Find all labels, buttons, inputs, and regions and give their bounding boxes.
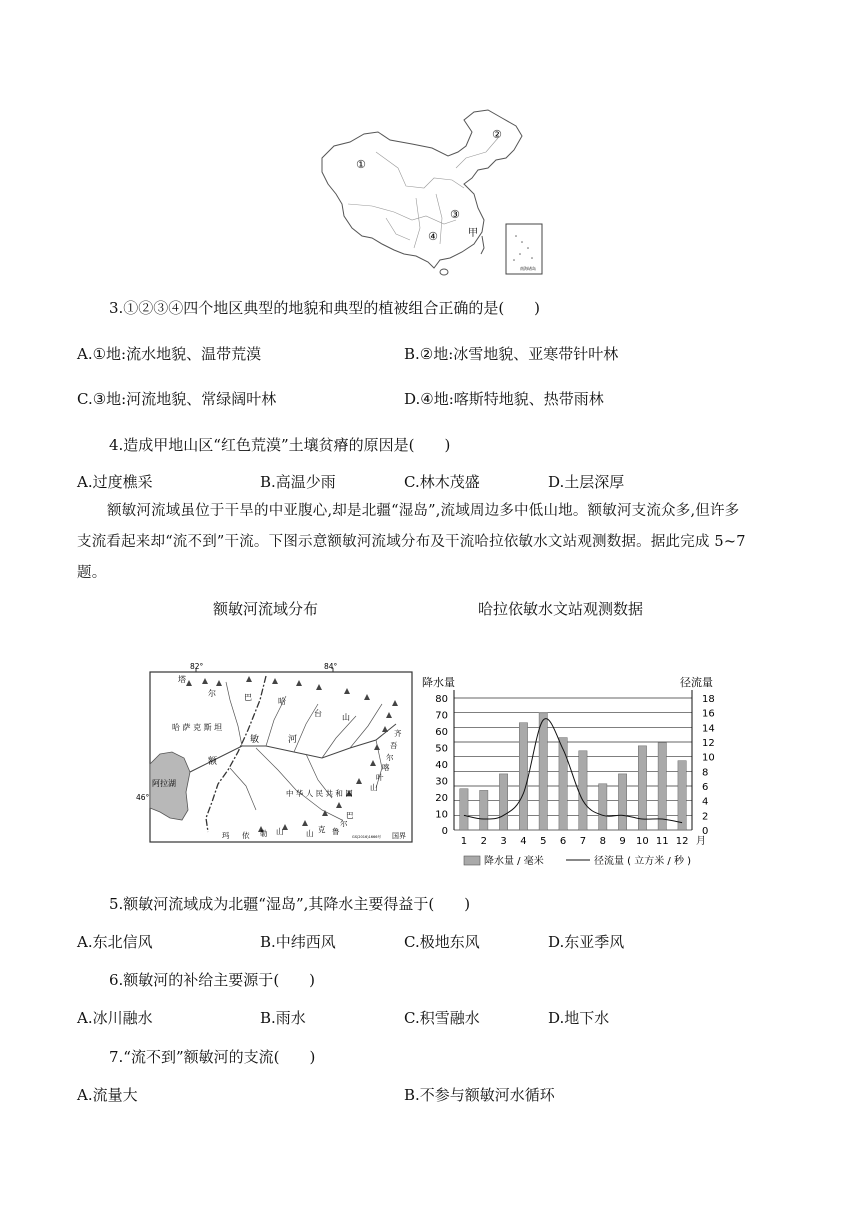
x-tick-label: 7 (579, 836, 587, 847)
left-tick-label: 0 (441, 826, 448, 837)
tarbagatai-char-3: 巴 (244, 693, 252, 702)
maili-char-3: 勒 (260, 829, 268, 838)
right-tick-label: 18 (702, 694, 715, 705)
right-tick-label: 12 (702, 738, 715, 749)
river-char-2: 敏 (250, 735, 260, 745)
jayer-char-4: 喀 (382, 763, 390, 772)
right-tick-label: 2 (702, 811, 709, 823)
x-tick-label: 5 (540, 836, 547, 847)
legend-label-runoff: 径流量 ( 立方米 / 秒 ) (594, 856, 692, 867)
barluk-char-4: 克 (318, 825, 326, 834)
tarbagatai-char-4: 哈 (278, 697, 286, 706)
x-tick-label: 4 (520, 836, 527, 847)
question-4-option-b: B.高温少雨 (260, 473, 336, 491)
map-note: GS(2016)1666号 (352, 835, 381, 839)
jayer-char-1: 齐 (394, 729, 402, 738)
question-3-option-a: A.①地:流水地貌、温带荒漠 (77, 345, 262, 363)
right-tick-label: 6 (702, 782, 709, 793)
left-tick-label: 40 (435, 760, 448, 771)
map-label-4: ④ (428, 230, 438, 243)
precip-bar (678, 761, 686, 830)
x-tick-label: 3 (500, 836, 507, 847)
question-3-stem: 3.①②③④四个地区典型的地貌和典型的植被组合正确的是( ) (109, 299, 541, 317)
x-tick-label: 12 (675, 836, 689, 847)
right-tick-label: 16 (702, 708, 715, 720)
hydro-chart (418, 672, 728, 872)
left-tick-label: 70 (435, 710, 448, 722)
question-3-option-c: C.③地:河流地貌、常绿阔叶林 (77, 390, 277, 408)
figure-caption-right: 哈拉依敏水文站观测数据 (478, 600, 644, 618)
question-5-option-d: D.东亚季风 (548, 933, 625, 951)
left-tick-label: 80 (435, 694, 448, 705)
legend-swatch-precip (464, 856, 480, 865)
right-tick-label: 4 (702, 796, 709, 808)
question-3-option-b: B.②地:冰雪地貌、亚寒带针叶林 (404, 345, 619, 363)
left-tick-label: 30 (435, 776, 448, 788)
precip-bar (499, 774, 507, 830)
question-5-option-b: B.中纬西风 (260, 933, 336, 951)
map-label-3: ③ (450, 208, 460, 221)
right-tick-label: 10 (702, 752, 715, 764)
passage-line-1: 额敏河流域虽位于干旱的中亚腹心,却是北疆“湿岛”,流域周边多中低山地。额敏河支流众多,但许多 (107, 503, 740, 519)
question-4-option-a: A.过度樵采 (77, 473, 153, 491)
x-tick-label: 9 (619, 836, 626, 847)
lon-label-84: 84° (324, 662, 338, 671)
barluk-char-1: 巴 (346, 811, 354, 820)
x-unit-label: 月 (696, 836, 706, 847)
question-6-option-b: B.雨水 (260, 1009, 306, 1027)
precip-bar (559, 738, 567, 830)
precip-bar (539, 713, 547, 830)
jayer-char-3: 尔 (386, 753, 394, 762)
question-4-option-c: C.林木茂盛 (404, 473, 480, 491)
basin-map (136, 660, 416, 844)
map-label-2: ② (492, 128, 502, 141)
runoff-line (464, 719, 682, 823)
left-axis-label: 降水量 (422, 676, 455, 689)
jayer-char-2: 吾 (390, 741, 398, 750)
map-label-1: ① (356, 158, 366, 171)
precip-bar (480, 790, 488, 830)
right-tick-label: 14 (702, 723, 715, 735)
lake-label: 阿拉湖 (152, 779, 176, 788)
question-7-stem: 7.“流不到”额敏河的支流( ) (109, 1048, 316, 1066)
precip-bar (460, 789, 468, 830)
barluk-char-5: 山 (306, 829, 314, 838)
precip-bar (519, 723, 527, 830)
x-tick-label: 2 (480, 836, 487, 847)
question-7-option-a: A.流量大 (77, 1086, 138, 1104)
jayer-char-5: 叶 (376, 773, 384, 782)
barluk-char-2: 尔 (340, 819, 348, 828)
left-tick-label: 50 (435, 743, 448, 755)
precip-bar (658, 743, 666, 830)
question-6-option-a: A.冰川融水 (77, 1009, 153, 1027)
question-6-stem: 6.额敏河的补给主要源于( ) (109, 971, 316, 989)
x-tick-label: 6 (559, 836, 567, 847)
passage-line-2: 支流看起来却“流不到”干流。下图示意额敏河流域分布及干流哈拉依敏水文站观测数据。据此完成 5~7 (77, 534, 746, 550)
precip-bar (618, 774, 626, 830)
maili-char-2: 依 (242, 831, 250, 840)
left-tick-label: 60 (435, 727, 448, 738)
x-tick-label: 11 (655, 836, 669, 847)
question-3-option-d: D.④地:喀斯特地貌、热带雨林 (404, 390, 604, 408)
tarbagatai-char-2: 尔 (208, 689, 216, 698)
tarbagatai-char-1: 塔 (178, 675, 186, 684)
question-6-option-d: D.地下水 (548, 1009, 610, 1027)
precip-bar (599, 784, 607, 830)
right-tick-label: 8 (702, 767, 709, 779)
figure-caption-left: 额敏河流域分布 (213, 600, 319, 618)
question-4-option-d: D.土层深厚 (548, 473, 625, 491)
x-tick-label: 10 (636, 836, 649, 847)
left-tick-label: 20 (435, 793, 448, 804)
precip-bar (638, 746, 646, 830)
precip-bar (579, 751, 587, 830)
right-tick-label: 0 (702, 826, 709, 837)
right-axis-label: 径流量 (680, 676, 713, 689)
maili-char-1: 玛 (222, 831, 230, 840)
question-7-option-b: B.不参与额敏河水循环 (404, 1086, 555, 1104)
kazakhstan-label: 哈 萨 克 斯 坦 (172, 723, 223, 732)
tarbagatai-char-5: 台 (314, 709, 322, 718)
x-tick-label: 8 (599, 836, 606, 847)
passage (77, 496, 797, 589)
maili-char-4: 山 (276, 827, 284, 836)
china-label: 中 华 人 民 共 和 国 (286, 789, 353, 798)
tarbagatai-char-6: 山 (342, 713, 350, 722)
question-5-stem: 5.额敏河流域成为北疆“湿岛”,其降水主要得益于( ) (109, 895, 471, 913)
inset-caption: 南海诸岛 (520, 266, 536, 271)
jayer-char-6: 山 (370, 783, 378, 792)
river-char-3: 河 (288, 735, 298, 745)
question-4-stem: 4.造成甲地山区“红色荒漠”土壤贫瘠的原因是( ) (109, 436, 451, 454)
left-tick-label: 10 (435, 809, 448, 821)
question-5-option-a: A.东北信风 (77, 933, 153, 951)
china-map (316, 108, 546, 278)
lat-label-46: 46° (136, 793, 150, 802)
map-label-jia: 甲 (468, 228, 478, 239)
river-char-1: 额 (208, 757, 218, 767)
legend-label-precip: 降水量 / 毫米 (484, 856, 544, 867)
map-stamp: 国界 (392, 832, 406, 840)
question-5-option-c: C.极地东风 (404, 933, 480, 951)
lon-label-82: 82° (190, 662, 204, 671)
question-6-option-c: C.积雪融水 (404, 1009, 480, 1027)
passage-line-3: 题。 (77, 565, 107, 581)
barluk-char-3: 鲁 (332, 827, 340, 836)
x-tick-label: 1 (460, 836, 468, 847)
